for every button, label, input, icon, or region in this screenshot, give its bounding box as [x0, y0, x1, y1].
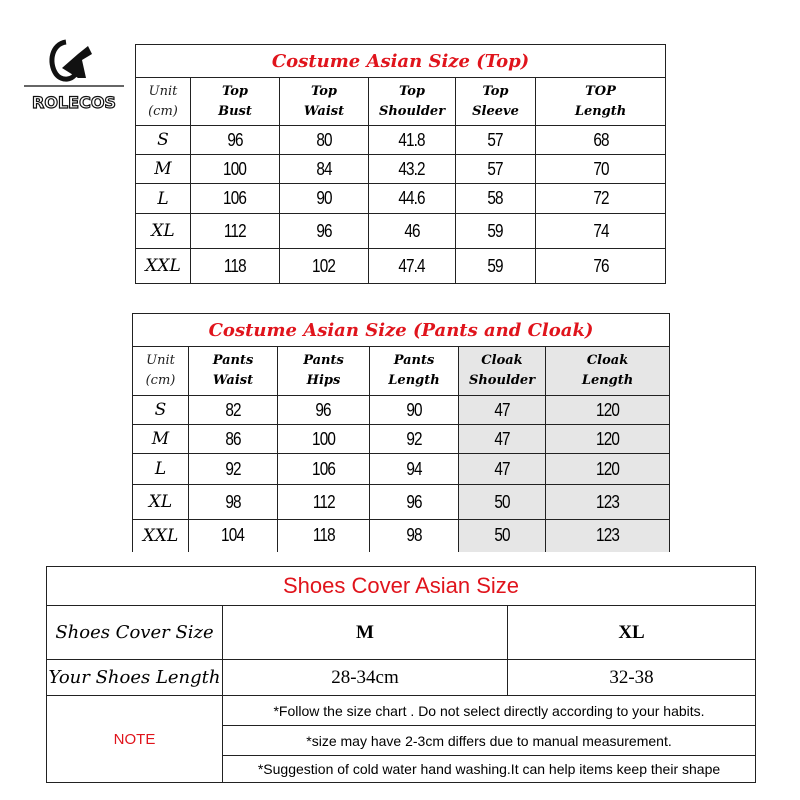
value-text: 120: [596, 428, 620, 449]
value-text: 74: [592, 220, 609, 241]
value-text: 80: [316, 129, 332, 150]
value-cell: [546, 485, 670, 520]
value-text: 68: [592, 129, 609, 150]
value-text: 90: [406, 399, 422, 420]
shoes-cover-size-table: [46, 566, 756, 783]
value-text: 90: [316, 188, 332, 208]
value-text: 47: [494, 428, 510, 449]
value-cell: [280, 214, 369, 249]
value-cell: [459, 485, 546, 520]
value-text: 106: [223, 188, 247, 208]
value-text: 96: [406, 491, 422, 512]
value-text: 106: [311, 458, 335, 479]
table-row: [133, 485, 670, 520]
column-header: Pants Waist: [189, 347, 278, 396]
size-cell: S: [136, 126, 191, 155]
table-title: Costume Asian Size (Top): [136, 45, 666, 78]
value-text: 102: [312, 255, 336, 276]
value-cell: [189, 454, 278, 485]
table-row: [136, 155, 666, 184]
value-text: 82: [225, 399, 241, 420]
value-text: 47.4: [398, 255, 426, 276]
value-cell: [536, 126, 666, 155]
value-cell: [191, 249, 280, 284]
value-text: 118: [312, 525, 335, 546]
value-cell: [456, 184, 536, 214]
value-text: 46: [404, 220, 420, 241]
column-header: Top Shoulder: [369, 78, 456, 126]
size-cell: M: [136, 155, 191, 184]
rolecos-logo: [22, 38, 126, 114]
size-cell: L: [136, 184, 191, 214]
note-item: *Suggestion of cold water hand washing.It can help items keep their shape: [223, 756, 756, 783]
value-cell: [459, 520, 546, 552]
table-row: [136, 184, 666, 214]
size-cell: M: [133, 425, 189, 454]
column-header: Cloak Length: [546, 347, 670, 396]
value-cell: [370, 396, 459, 425]
value-cell: [189, 425, 278, 454]
value-cell: [546, 520, 670, 552]
value-cell: [278, 485, 370, 520]
value-text: 58: [487, 188, 504, 208]
value-text: 100: [223, 158, 247, 179]
value-text: 118: [224, 255, 246, 276]
column-header: Pants Length: [370, 347, 459, 396]
value-cell: [189, 520, 278, 552]
length-label: Your Shoes Length: [47, 660, 223, 696]
value-cell: [370, 454, 459, 485]
value-cell: [536, 155, 666, 184]
column-header: Top Waist: [280, 78, 369, 126]
top-size-table: [135, 44, 666, 284]
value-cell: [280, 249, 369, 284]
value-text: 112: [224, 220, 246, 241]
value-cell: [280, 155, 369, 184]
table-row: [136, 249, 666, 284]
value-cell: [456, 126, 536, 155]
value-cell: [459, 454, 546, 485]
value-text: 96: [227, 129, 243, 150]
value-cell: [536, 184, 666, 214]
value-cell: [280, 184, 369, 214]
value-text: 41.8: [398, 129, 426, 150]
value-text: 44.6: [398, 188, 426, 208]
column-header: Top Bust: [191, 78, 280, 126]
value-text: 47: [494, 458, 510, 479]
value-text: 123: [596, 491, 620, 512]
value-cell: [370, 425, 459, 454]
column-header: Cloak Shoulder: [459, 347, 546, 396]
value-cell: [536, 214, 666, 249]
value-text: 98: [225, 491, 241, 512]
unit-header: Unit (cm): [133, 347, 189, 396]
header-row: [133, 347, 670, 396]
value-text: 59: [487, 220, 504, 241]
size-cell: XXL: [133, 520, 189, 552]
value-cell: [191, 126, 280, 155]
value-text: 76: [592, 255, 609, 276]
value-text: 50: [494, 525, 510, 546]
value-cell: [546, 396, 670, 425]
size-cell: L: [133, 454, 189, 485]
column-header: Pants Hips: [278, 347, 370, 396]
value-cell: [369, 155, 456, 184]
table-row: [136, 214, 666, 249]
value-cell: [546, 425, 670, 454]
size-label: Shoes Cover Size: [47, 606, 223, 660]
header-row: [136, 78, 666, 126]
value-text: 70: [592, 158, 609, 179]
length-m: 28-34cm: [223, 660, 508, 696]
size-xl: XL: [508, 606, 756, 660]
note-label: NOTE: [47, 696, 223, 783]
value-text: 92: [225, 458, 241, 479]
column-header: TOP Length: [536, 78, 666, 126]
value-cell: [280, 126, 369, 155]
table-title: Costume Asian Size (Pants and Cloak): [133, 314, 670, 347]
table-row: [133, 454, 670, 485]
value-cell: [278, 520, 370, 552]
pants-cloak-size-table: [132, 313, 670, 552]
value-text: 50: [494, 491, 510, 512]
svg-text:ROLECOS: ROLECOS: [32, 93, 116, 112]
value-cell: [278, 454, 370, 485]
value-text: 120: [596, 399, 620, 420]
value-cell: [369, 249, 456, 284]
note-item: *Follow the size chart . Do not select directly according to your habits.: [223, 696, 756, 726]
value-cell: [459, 396, 546, 425]
value-text: 100: [311, 428, 335, 449]
value-cell: [189, 485, 278, 520]
value-cell: [191, 184, 280, 214]
value-cell: [191, 155, 280, 184]
value-text: 120: [596, 458, 620, 479]
note-item: *size may have 2-3cm differs due to manual measurement.: [223, 726, 756, 756]
size-cell: S: [133, 396, 189, 425]
length-xl: 32-38: [508, 660, 756, 696]
value-cell: [456, 249, 536, 284]
column-header: Top Sleeve: [456, 78, 536, 126]
value-text: 57: [487, 158, 504, 179]
value-text: 96: [316, 220, 332, 241]
value-cell: [369, 126, 456, 155]
value-text: 96: [315, 399, 332, 420]
table-row: [136, 126, 666, 155]
value-text: 112: [312, 491, 335, 512]
value-cell: [369, 184, 456, 214]
value-cell: [278, 425, 370, 454]
table-title: Shoes Cover Asian Size: [47, 567, 756, 606]
value-text: 86: [225, 428, 241, 449]
value-text: 84: [316, 158, 332, 179]
size-m: M: [223, 606, 508, 660]
value-cell: [189, 396, 278, 425]
size-cell: XL: [136, 214, 191, 249]
value-cell: [456, 214, 536, 249]
table-row: [133, 396, 670, 425]
value-text: 47: [494, 399, 510, 420]
unit-header: Unit (cm): [136, 78, 191, 126]
value-cell: [536, 249, 666, 284]
value-text: 72: [592, 188, 609, 208]
value-text: 98: [406, 525, 422, 546]
value-text: 104: [221, 525, 245, 546]
size-cell: XXL: [136, 249, 191, 284]
table-row: [133, 425, 670, 454]
value-text: 59: [487, 255, 504, 276]
value-text: 57: [487, 129, 504, 150]
value-text: 92: [406, 428, 422, 449]
value-cell: [459, 425, 546, 454]
value-text: 94: [406, 458, 422, 479]
value-cell: [456, 155, 536, 184]
value-cell: [370, 520, 459, 552]
value-cell: [546, 454, 670, 485]
value-cell: [191, 214, 280, 249]
value-cell: [370, 485, 459, 520]
size-cell: XL: [133, 485, 189, 520]
value-cell: [278, 396, 370, 425]
value-cell: [369, 214, 456, 249]
table-row: [133, 520, 670, 552]
value-text: 43.2: [398, 158, 426, 179]
value-text: 123: [596, 525, 620, 546]
